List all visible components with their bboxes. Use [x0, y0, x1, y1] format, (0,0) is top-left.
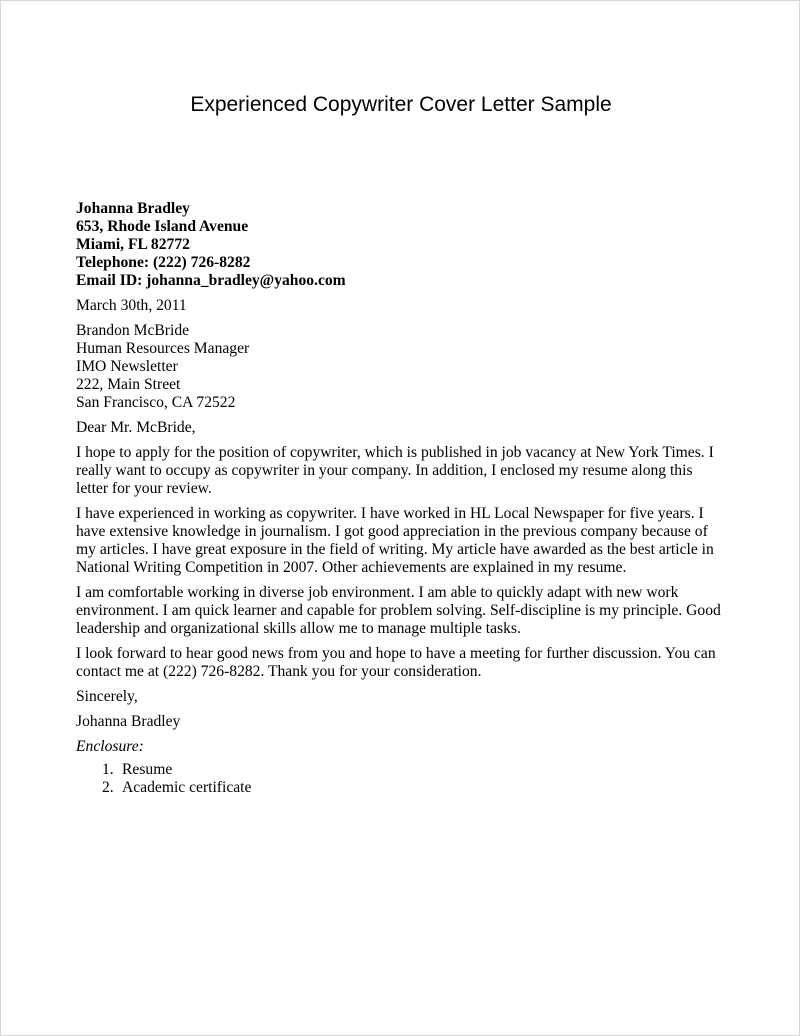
paragraph-line: have extensive knowledge in journalism. I got good appreciation in the previous company because of [76, 523, 708, 540]
paragraph [76, 505, 736, 577]
recipient-name: Brandon McBride [76, 322, 190, 339]
recipient-street: 222, Main Street [76, 376, 181, 393]
paragraph-line: really want to occupy as copywriter in your company. In addition, I enclosed my resume along this [76, 462, 693, 479]
paragraph-line: I hope to apply for the position of copywriter, which is published in job vacancy at New York Times. I [76, 444, 714, 461]
recipient-city: San Francisco, CA 72522 [76, 394, 236, 411]
paragraph-line: I look forward to hear good news from you and hope to have a meeting for further discussion. You can [76, 645, 716, 662]
recipient-position: Human Resources Manager [76, 340, 250, 357]
letter-date-block [76, 297, 736, 315]
paragraph-line: leadership and organizational skills allow me to manage multiple tasks. [76, 620, 521, 637]
salutation-block [76, 419, 736, 437]
paragraph [76, 584, 736, 638]
sender-city: Miami, FL 82772 [76, 236, 190, 253]
paragraph-line: my articles. I have great exposure in the field of writing. My article have awarded as the best article in [76, 541, 714, 558]
sender-email: Email ID: johanna_bradley@yahoo.com [76, 272, 346, 289]
paragraph-line: I am comfortable working in diverse job environment. I am able to quickly adapt with new work [76, 584, 679, 601]
paragraph [76, 645, 736, 681]
paragraph-line: letter for your review. [76, 480, 212, 497]
list-item-number: 2. [102, 779, 114, 796]
sender-name: Johanna Bradley [76, 200, 190, 217]
closing-block [76, 688, 736, 706]
sender-address [76, 200, 736, 290]
paragraph-line: contact me at (222) 726-8282. Thank you for your consideration. [76, 663, 482, 680]
salutation: Dear Mr. McBride, [76, 419, 196, 436]
list-item-text: Academic certificate [122, 779, 252, 796]
enclosure-block [76, 738, 736, 797]
enclosure-list [76, 761, 736, 797]
closing: Sincerely, [76, 688, 138, 705]
paragraph-line: environment. I am quick learner and capable for problem solving. Self-discipline is my principle. Good [76, 602, 721, 619]
recipient-address [76, 322, 736, 412]
letter-body [76, 200, 736, 797]
list-item-text: Resume [122, 761, 173, 778]
signature: Johanna Bradley [76, 713, 181, 730]
paragraph [76, 444, 736, 498]
recipient-company: IMO Newsletter [76, 358, 178, 375]
paragraph-line: National Writing Competition in 2007. Other achievements are explained in my resume. [76, 559, 627, 576]
signature-block [76, 713, 736, 731]
list-item [102, 761, 736, 779]
enclosure-label: Enclosure: [76, 738, 144, 755]
sender-street: 653, Rhode Island Avenue [76, 218, 249, 235]
letter-date: March 30th, 2011 [76, 297, 187, 314]
paragraph-line: I have experienced in working as copywriter. I have worked in HL Local Newspaper for five years. I [76, 505, 704, 522]
list-item-number: 1. [102, 761, 114, 778]
sender-telephone: Telephone: (222) 726-8282 [76, 254, 251, 271]
document-title: Experienced Copywriter Cover Letter Sample [190, 93, 612, 116]
list-item [102, 779, 736, 797]
